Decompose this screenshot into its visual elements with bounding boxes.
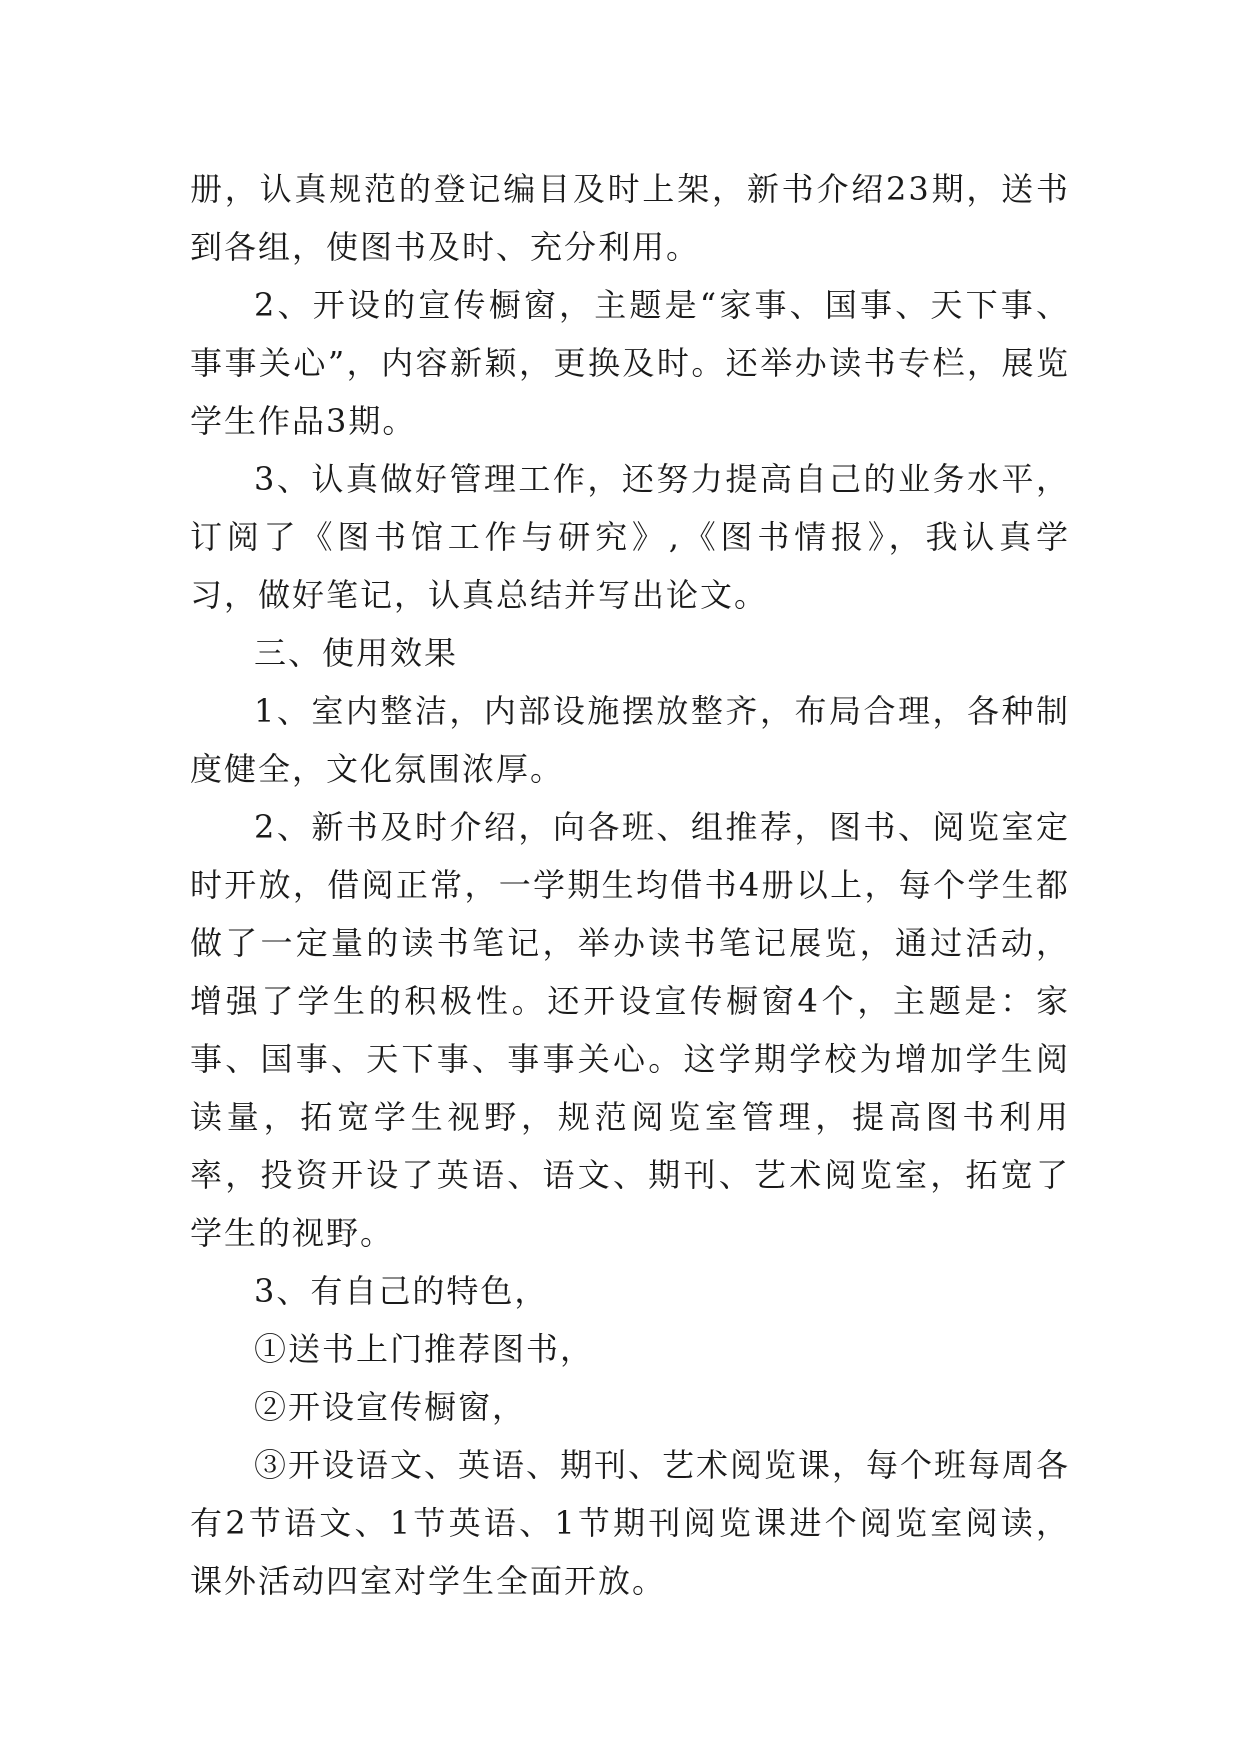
document-body xyxy=(190,160,1070,1610)
feature-item-2: ②开设宣传橱窗， xyxy=(254,1388,527,1426)
paragraph-item-2-showcase: 2、开设的宣传橱窗，主题是“家事、国事、天下事、事事关心”，内容新颖，更换及时。还举办读书专栏，展览学生作品3期。 xyxy=(190,286,1070,440)
feature-item-3: ③开设语文、英语、期刊、艺术阅览课，每个班每周各有2节语文、1节英语、1节期刊阅览课进个阅览室阅读，课外活动四室对学生全面开放。 xyxy=(190,1446,1071,1600)
paragraph-effect-1: 1、室内整洁，内部设施摆放整齐，布局合理，各种制度健全，文化氛围浓厚。 xyxy=(190,692,1070,788)
paragraph-continuation: 册，认真规范的登记编目及时上架，新书介绍23期，送书到各组，使图书及时、充分利用。 xyxy=(190,170,1070,266)
paragraph-effect-3: 3、有自己的特色， xyxy=(254,1272,549,1310)
section-heading-usage-effect: 三、使用效果 xyxy=(254,634,459,672)
feature-item-1: ①送书上门推荐图书， xyxy=(254,1330,595,1368)
paragraph-effect-2: 2、新书及时介绍，向各班、组推荐，图书、阅览室定时开放，借阅正常，一学期生均借书4册以上，每个学生都做了一定量的读书笔记，举办读书笔记展览，通过活动，增强了学生的积极性。还开设宣传橱窗4个，主题是：家事、国事、天下事、事事关心。这学期学校为增加学生阅读量，拓宽学生视野，规范阅览室管理，提高图书利用率，投资开设了英语、语文、期刊、艺术阅览室，拓宽了学生的视野。 xyxy=(190,808,1070,1252)
paragraph-item-3-management: 3、认真做好管理工作，还努力提高自己的业务水平，订阅了《图书馆工作与研究》,《图书情报》，我认真学习，做好笔记，认真总结并写出论文。 xyxy=(190,460,1070,614)
